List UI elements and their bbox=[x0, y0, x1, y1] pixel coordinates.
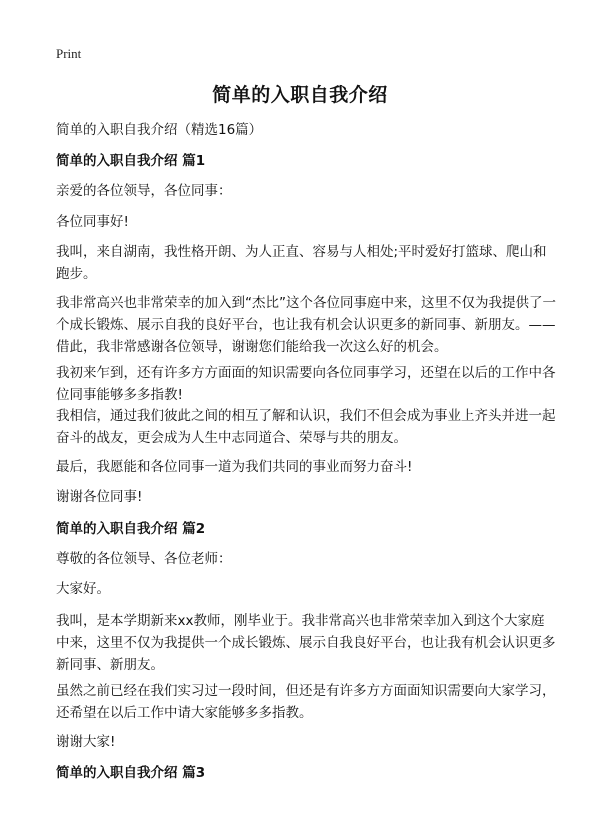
paragraph: 最后，我愿能和各位同事一道为我们共同的事业而努力奋斗! bbox=[56, 459, 413, 475]
paragraph: 我叫，是本学期新来xx教师，刚毕业于。我非常高兴也非常荣幸加入到这个大家庭中来，这里不仅为我提供一个成长锻炼、展示自我良好平台，也让我有机会认识更多新同事、新朋友。 bbox=[56, 613, 556, 673]
print-label: Print bbox=[56, 46, 82, 61]
paragraph: 大家好。 bbox=[56, 581, 110, 597]
section-heading-3: 简单的入职自我介绍 篇3 bbox=[56, 765, 206, 781]
page-title: 简单的入职自我介绍 bbox=[212, 84, 388, 106]
section-heading-2: 简单的入职自我介绍 篇2 bbox=[56, 521, 206, 537]
paragraph: 我非常高兴也非常荣幸的加入到“杰比”这个各位同事庭中来，这里不仅为我提供了一个成长锻炼、展示自我的良好平台，也让我有机会认识更多的新同事、新朋友。——借此，我非常感谢各位领导，谢谢您们能给我一次这么好的机会。 bbox=[56, 295, 556, 355]
paragraph: 各位同事好! bbox=[56, 214, 129, 230]
paragraph: 我初来乍到，还有许多方方面面的知识需要向各位同事学习，还望在以后的工作中各位同事能够多多指教! bbox=[56, 365, 556, 403]
section-heading-1: 简单的入职自我介绍 篇1 bbox=[56, 153, 206, 169]
paragraph: 我叫，来自湖南，我性格开朗、为人正直、容易与人相处;平时爱好打篮球、爬山和跑步。 bbox=[56, 244, 547, 282]
paragraph: 我相信，通过我们彼此之间的相互了解和认识，我们不但会成为事业上齐头并进一起奋斗的战友，更会成为人生中志同道合、荣辱与共的朋友。 bbox=[56, 408, 556, 446]
paragraph: 亲爱的各位领导，各位同事： bbox=[56, 183, 232, 199]
paragraph: 谢谢大家! bbox=[56, 734, 116, 750]
subtitle: 简单的入职自我介绍（精选16篇） bbox=[56, 122, 263, 138]
paragraph: 尊敬的各位领导、各位老师： bbox=[56, 551, 232, 567]
paragraph: 虽然之前已经在我们实习过一段时间，但还是有许多方方面面知识需要向大家学习，还希望在以后工作中请大家能够多多指教。 bbox=[56, 683, 556, 721]
paragraph: 谢谢各位同事! bbox=[56, 489, 143, 505]
